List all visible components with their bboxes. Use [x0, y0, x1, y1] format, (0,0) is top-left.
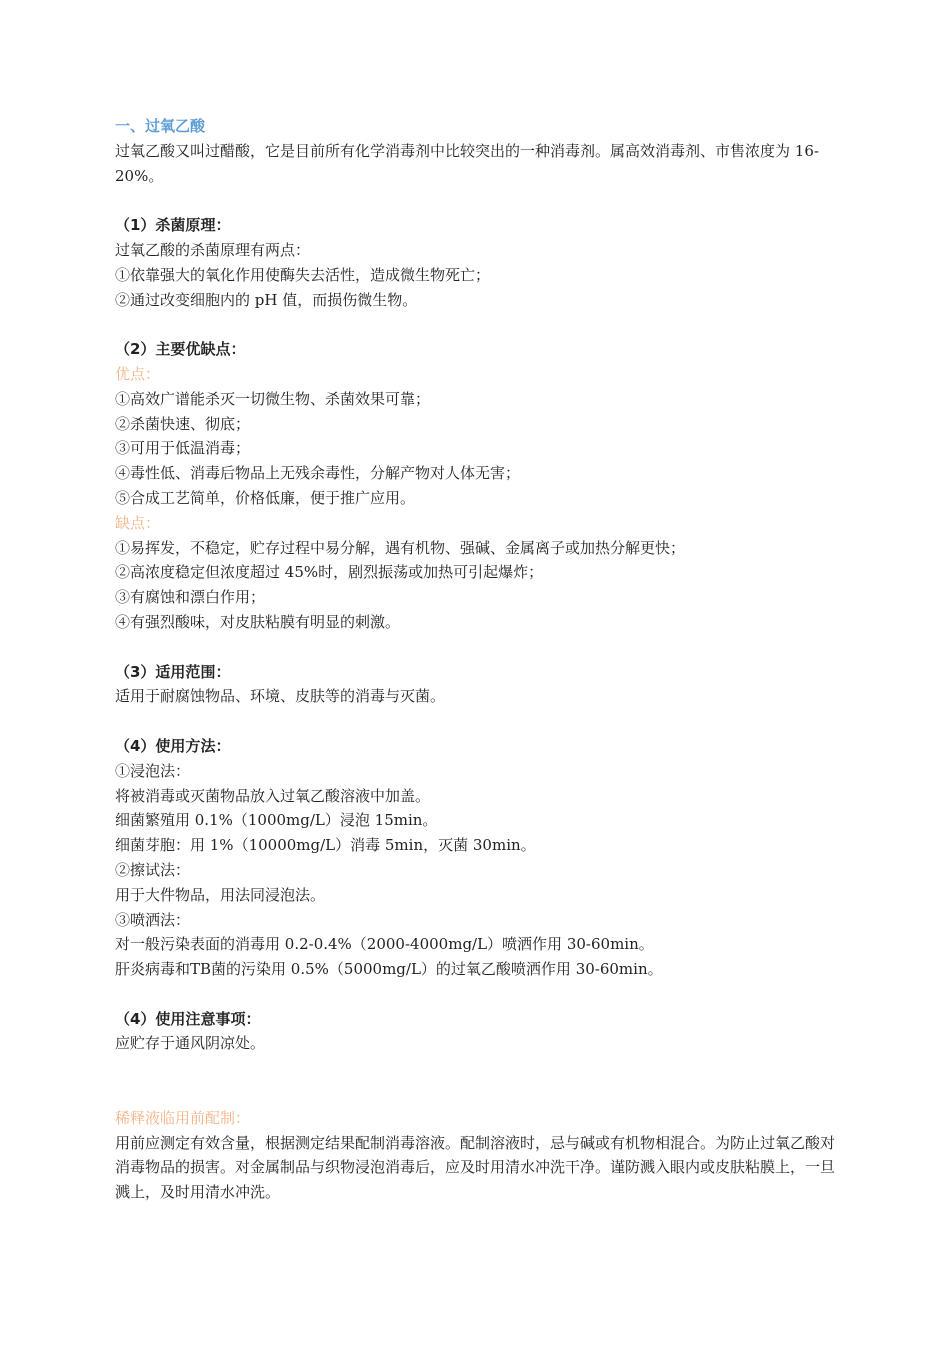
- pros-item: ④毒性低、消毒后物品上无残余毒性，分解产物对人体无害；: [115, 464, 521, 483]
- section-heading-usage: （4）使用方法：: [115, 736, 231, 755]
- principle-line: 过氧乙酸的杀菌原理有两点：: [115, 240, 311, 259]
- intro-paragraph: 过氧乙酸又叫过醋酸，它是目前所有化学消毒剂中比较突出的一种消毒剂。属高效消毒剂、市售浓度为 16-20%。: [115, 141, 819, 185]
- usage-line: ②擦试法：: [115, 860, 191, 879]
- spacer: [115, 635, 840, 660]
- usage-line: 对一般污染表面的消毒用 0.2-0.4%（2000-4000mg/L）喷洒作用 30-60min。: [115, 935, 654, 954]
- cons-item: ③有腐蚀和漂白作用；: [115, 588, 266, 607]
- spacer: [115, 312, 840, 337]
- usage-line: ①浸泡法：: [115, 761, 191, 780]
- pros-item: ③可用于低温消毒；: [115, 439, 251, 458]
- cons-item: ④有强烈酸味，对皮肤粘膜有明显的刺激。: [115, 612, 401, 631]
- usage-line: ③喷洒法：: [115, 910, 191, 929]
- cons-label: 缺点：: [115, 513, 161, 532]
- usage-line: 将被消毒或灭菌物品放入过氧乙酸溶液中加盖。: [115, 786, 431, 805]
- principle-line: ②通过改变细胞内的 pH 值，而损伤微生物。: [115, 290, 418, 309]
- section-heading-scope: （3）适用范围：: [115, 662, 231, 681]
- spacer: [115, 709, 840, 734]
- section-heading-pros-cons: （2）主要优缺点：: [115, 340, 246, 359]
- cons-item: ②高浓度稳定但浓度超过 45%时，剧烈振荡或加热可引起爆炸；: [115, 563, 544, 582]
- spacer: [115, 1056, 840, 1106]
- note-label: 稀释液临用前配制：: [115, 1108, 251, 1127]
- scope-line: 适用于耐腐蚀物品、环境、皮肤等的消毒与灭菌。: [115, 687, 446, 706]
- document-title: 一、过氧乙酸: [115, 117, 206, 135]
- section-heading-precautions: （4）使用注意事项：: [115, 1009, 261, 1028]
- section-heading-principle: （1）杀菌原理：: [115, 216, 231, 235]
- usage-line: 细菌繁殖用 0.1%（1000mg/L）浸泡 15min。: [115, 811, 438, 830]
- spacer: [115, 188, 840, 213]
- principle-line: ①依靠强大的氧化作用使酶失去活性，造成微生物死亡；: [115, 265, 491, 284]
- note-paragraph: 用前应测定有效含量，根据测定结果配制消毒溶液。配制溶液时，忌与碱或有机物相混合。为防止过氧乙酸对消毒物品的损害。对金属制品与织物浸泡消毒后，应及时用清水冲洗干净。谨防溅入眼内或皮肤粘膜上，一旦溅上，及时用清水冲洗。: [115, 1133, 836, 1202]
- precautions-line: 应贮存于通风阴凉处。: [115, 1034, 266, 1053]
- pros-item: ①高效广谱能杀灭一切微生物、杀菌效果可靠；: [115, 389, 431, 408]
- cons-item: ①易挥发，不稳定，贮存过程中易分解，遇有机物、强碱、金属离子或加热分解更快；: [115, 538, 686, 557]
- pros-label: 优点：: [115, 364, 161, 383]
- document-page: [115, 114, 840, 1205]
- usage-line: 细菌芽胞：用 1%（10000mg/L）消毒 5min，灭菌 30min。: [115, 836, 536, 855]
- usage-line: 肝炎病毒和TB菌的污染用 0.5%（5000mg/L）的过氧乙酸喷洒作用 30-60min。: [115, 960, 663, 979]
- usage-line: 用于大件物品，用法同浸泡法。: [115, 885, 326, 904]
- spacer: [115, 982, 840, 1007]
- pros-item: ⑤合成工艺简单，价格低廉，便于推广应用。: [115, 488, 416, 507]
- pros-item: ②杀菌快速、彻底；: [115, 414, 251, 433]
